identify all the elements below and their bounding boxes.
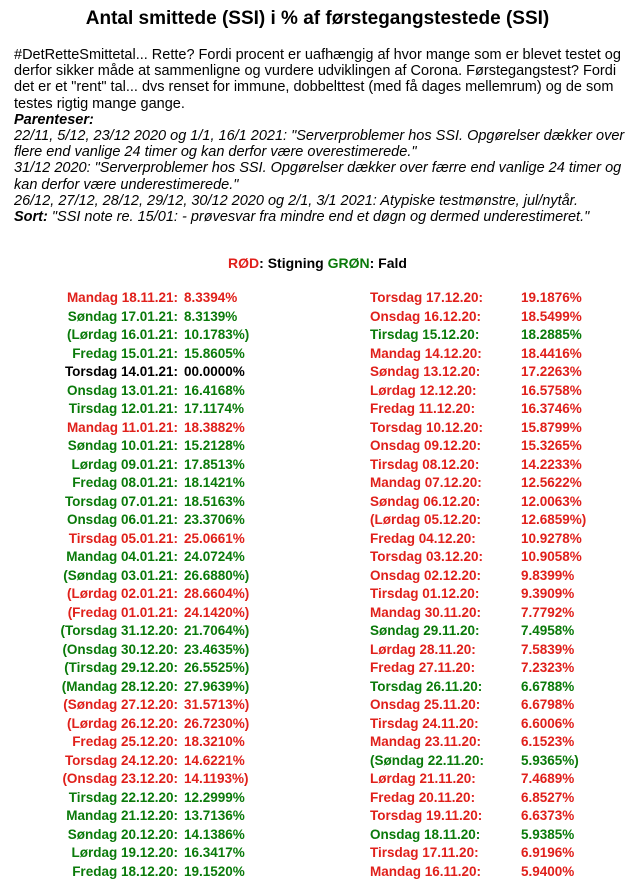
row-date: Søndag 13.12.20: <box>370 363 515 382</box>
row-date: (Onsdag 30.12.20: <box>40 641 178 660</box>
note-underestimated: 31/12 2020: "Serverproblemer hos SSI. Opgørelser dækker over færre end vanlige 24 timer og kan derfor være underestimerede." <box>14 160 626 192</box>
row-date: Torsdag 03.12.20: <box>370 548 515 567</box>
row-date: Fredag 08.01.21: <box>40 474 178 493</box>
data-row <box>370 511 625 530</box>
row-value: 31.5713%) <box>178 696 274 715</box>
row-date: Søndag 29.11.20: <box>370 622 515 641</box>
data-row <box>40 863 290 881</box>
data-row <box>40 659 290 678</box>
row-value: 6.8527% <box>515 789 616 808</box>
data-row <box>40 308 290 327</box>
row-value: 5.9400% <box>515 863 616 881</box>
row-date: Onsdag 06.01.21: <box>40 511 178 530</box>
left-data-column <box>40 289 290 881</box>
row-value: 7.2323% <box>515 659 616 678</box>
row-value: 28.6604%) <box>178 585 274 604</box>
row-value: 17.2263% <box>515 363 616 382</box>
data-row <box>370 733 625 752</box>
data-row <box>40 733 290 752</box>
row-date: (Lørdag 02.01.21: <box>40 585 178 604</box>
row-date: (Torsdag 31.12.20: <box>40 622 178 641</box>
row-value: 5.9385% <box>515 826 616 845</box>
data-row <box>370 678 625 697</box>
data-row <box>40 326 290 345</box>
row-date: (Fredag 01.01.21: <box>40 604 178 623</box>
row-date: Lørdag 28.11.20: <box>370 641 515 660</box>
data-row <box>370 493 625 512</box>
row-value: 16.4168% <box>178 382 274 401</box>
row-date: Tirsdag 05.01.21: <box>40 530 178 549</box>
row-date: (Onsdag 23.12.20: <box>40 770 178 789</box>
data-row <box>40 678 290 697</box>
row-date: (Søndag 03.01.21: <box>40 567 178 586</box>
row-date: (Tirsdag 29.12.20: <box>40 659 178 678</box>
data-row <box>40 807 290 826</box>
row-value: 10.9278% <box>515 530 616 549</box>
data-row <box>370 363 625 382</box>
row-value: 13.7136% <box>178 807 274 826</box>
row-value: 12.2999% <box>178 789 274 808</box>
row-date: Onsdag 09.12.20: <box>370 437 515 456</box>
data-row <box>40 530 290 549</box>
data-row <box>370 863 625 881</box>
data-row <box>370 807 625 826</box>
data-row <box>40 474 290 493</box>
data-row <box>40 419 290 438</box>
row-value: 00.0000% <box>178 363 274 382</box>
row-date: Fredag 15.01.21: <box>40 345 178 364</box>
data-row <box>370 548 625 567</box>
row-date: Torsdag 19.11.20: <box>370 807 515 826</box>
row-date: Mandag 16.11.20: <box>370 863 515 881</box>
legend-green-text: : Fald <box>370 255 407 271</box>
row-date: Mandag 07.12.20: <box>370 474 515 493</box>
data-row <box>40 715 290 734</box>
row-value: 9.3909% <box>515 585 616 604</box>
row-value: 8.3139% <box>178 308 274 327</box>
data-row <box>370 567 625 586</box>
data-row <box>40 844 290 863</box>
data-row <box>370 345 625 364</box>
row-value: 7.5839% <box>515 641 616 660</box>
row-value: 6.6788% <box>515 678 616 697</box>
row-date: Lørdag 09.01.21: <box>40 456 178 475</box>
data-row <box>40 437 290 456</box>
row-date: Mandag 11.01.21: <box>40 419 178 438</box>
data-row <box>370 419 625 438</box>
row-date: Tirsdag 15.12.20: <box>370 326 515 345</box>
row-value: 7.7792% <box>515 604 616 623</box>
page-title: Antal smittede (SSI) i % af førstegangstestede (SSI) <box>0 8 635 30</box>
row-date: Fredag 20.11.20: <box>370 789 515 808</box>
data-row <box>40 789 290 808</box>
row-date: Lørdag 12.12.20: <box>370 382 515 401</box>
data-row <box>40 641 290 660</box>
row-date: Onsdag 18.11.20: <box>370 826 515 845</box>
data-row <box>40 289 290 308</box>
row-value: 14.6221% <box>178 752 274 771</box>
data-row <box>40 622 290 641</box>
row-value: 15.8605% <box>178 345 274 364</box>
row-value: 26.6880%) <box>178 567 274 586</box>
data-row <box>370 826 625 845</box>
data-row <box>40 456 290 475</box>
row-value: 12.0063% <box>515 493 616 512</box>
row-value: 18.3882% <box>178 419 274 438</box>
row-date: Onsdag 13.01.21: <box>40 382 178 401</box>
row-value: 24.0724% <box>178 548 274 567</box>
row-date: Torsdag 10.12.20: <box>370 419 515 438</box>
row-date: Mandag 23.11.20: <box>370 733 515 752</box>
row-value: 6.9196% <box>515 844 616 863</box>
legend-red-word: RØD <box>228 255 259 271</box>
intro-paragraph: #DetRetteSmittetal... Rette? Fordi procent er uafhængig af hvor mange som er blevet testet og derfor sikker måde at sammenligne og vurdere udviklingen af Corona. Førstegangstest? Fordi det er et "rent" tal... dvs renset for immune, dobbelttest (med få dages mellemrum) og de som testes rigtig mange gange. <box>14 47 626 112</box>
row-value: 26.5525%) <box>178 659 274 678</box>
row-date: Fredag 25.12.20: <box>40 733 178 752</box>
row-value: 7.4689% <box>515 770 616 789</box>
row-value: 16.3746% <box>515 400 616 419</box>
legend-green-word: GRØN <box>328 255 370 271</box>
data-row <box>40 511 290 530</box>
row-date: Tirsdag 17.11.20: <box>370 844 515 863</box>
row-value: 6.6798% <box>515 696 616 715</box>
row-value: 9.8399% <box>515 567 616 586</box>
row-value: 15.2128% <box>178 437 274 456</box>
row-date: Fredag 18.12.20: <box>40 863 178 881</box>
data-row <box>40 585 290 604</box>
row-value: 27.9639%) <box>178 678 274 697</box>
parenteser-label: Parenteser: <box>14 112 626 128</box>
data-row <box>40 604 290 623</box>
row-date: Mandag 14.12.20: <box>370 345 515 364</box>
sort-text: "SSI note re. 15/01: - prøvesvar fra mindre end et døgn og dermed underestimeret." <box>48 209 589 225</box>
row-date: Mandag 21.12.20: <box>40 807 178 826</box>
data-row <box>370 752 625 771</box>
row-date: Lørdag 19.12.20: <box>40 844 178 863</box>
row-value: 6.6006% <box>515 715 616 734</box>
data-row <box>370 585 625 604</box>
row-date: Tirsdag 01.12.20: <box>370 585 515 604</box>
row-value: 23.4635%) <box>178 641 274 660</box>
sort-label: Sort: <box>14 209 48 225</box>
row-value: 15.8799% <box>515 419 616 438</box>
data-row <box>40 770 290 789</box>
row-value: 15.3265% <box>515 437 616 456</box>
row-value: 17.8513% <box>178 456 274 475</box>
row-value: 18.1421% <box>178 474 274 493</box>
row-value: 8.3394% <box>178 289 274 308</box>
row-date: Mandag 30.11.20: <box>370 604 515 623</box>
row-date: Torsdag 07.01.21: <box>40 493 178 512</box>
data-row <box>370 437 625 456</box>
data-row <box>370 641 625 660</box>
row-date: Torsdag 17.12.20: <box>370 289 515 308</box>
row-date: Lørdag 21.11.20: <box>370 770 515 789</box>
legend-red-text: : Stigning <box>259 255 327 271</box>
data-row <box>40 363 290 382</box>
row-value: 26.7230%) <box>178 715 274 734</box>
row-value: 18.5163% <box>178 493 274 512</box>
data-row <box>370 696 625 715</box>
row-value: 5.9365%) <box>515 752 616 771</box>
row-value: 10.9058% <box>515 548 616 567</box>
data-row <box>40 345 290 364</box>
right-data-column <box>370 289 625 881</box>
row-value: 18.4416% <box>515 345 616 364</box>
color-legend <box>0 255 635 271</box>
sort-note <box>14 209 626 225</box>
row-date: (Lørdag 05.12.20: <box>370 511 515 530</box>
data-row <box>40 382 290 401</box>
row-value: 19.1876% <box>515 289 616 308</box>
data-row <box>370 474 625 493</box>
row-value: 14.1386% <box>178 826 274 845</box>
row-date: Onsdag 16.12.20: <box>370 308 515 327</box>
data-row <box>40 493 290 512</box>
row-value: 18.3210% <box>178 733 274 752</box>
row-date: Torsdag 24.12.20: <box>40 752 178 771</box>
data-row <box>40 567 290 586</box>
data-row <box>370 789 625 808</box>
data-row <box>370 400 625 419</box>
row-value: 21.7064%) <box>178 622 274 641</box>
note-overestimated: 22/11, 5/12, 23/12 2020 og 1/1, 16/1 2021: "Serverproblemer hos SSI. Opgørelser dækker over flere end vanlige 24 timer og kan derfor være overestimerede." <box>14 128 626 160</box>
row-value: 16.5758% <box>515 382 616 401</box>
data-row <box>370 289 625 308</box>
data-row <box>370 530 625 549</box>
data-row <box>370 844 625 863</box>
row-date: Fredag 27.11.20: <box>370 659 515 678</box>
row-value: 14.2233% <box>515 456 616 475</box>
row-date: Søndag 06.12.20: <box>370 493 515 512</box>
note-atypical: 26/12, 27/12, 28/12, 29/12, 30/12 2020 og 2/1, 3/1 2021: Atypiske testmønstre, jul/nytår. <box>14 193 626 209</box>
row-date: Søndag 10.01.21: <box>40 437 178 456</box>
data-row <box>370 604 625 623</box>
row-date: Onsdag 25.11.20: <box>370 696 515 715</box>
row-value: 12.6859%) <box>515 511 616 530</box>
row-value: 14.1193%) <box>178 770 274 789</box>
row-date: Torsdag 26.11.20: <box>370 678 515 697</box>
data-row <box>40 400 290 419</box>
row-date: Tirsdag 24.11.20: <box>370 715 515 734</box>
data-row <box>40 696 290 715</box>
row-date: (Lørdag 26.12.20: <box>40 715 178 734</box>
row-value: 6.1523% <box>515 733 616 752</box>
intro-text <box>14 47 626 225</box>
data-row <box>370 308 625 327</box>
row-value: 18.5499% <box>515 308 616 327</box>
row-date: Søndag 20.12.20: <box>40 826 178 845</box>
row-date: Tirsdag 08.12.20: <box>370 456 515 475</box>
data-row <box>370 326 625 345</box>
row-date: Søndag 17.01.21: <box>40 308 178 327</box>
data-row <box>370 382 625 401</box>
row-date: (Søndag 22.11.20: <box>370 752 515 771</box>
row-value: 6.6373% <box>515 807 616 826</box>
row-date: Fredag 04.12.20: <box>370 530 515 549</box>
row-date: Fredag 11.12.20: <box>370 400 515 419</box>
data-row <box>40 548 290 567</box>
row-date: Torsdag 14.01.21: <box>40 363 178 382</box>
data-row <box>370 622 625 641</box>
data-row <box>370 770 625 789</box>
row-date: Tirsdag 22.12.20: <box>40 789 178 808</box>
row-value: 10.1783%) <box>178 326 274 345</box>
row-value: 24.1420%) <box>178 604 274 623</box>
row-value: 16.3417% <box>178 844 274 863</box>
row-date: (Mandag 28.12.20: <box>40 678 178 697</box>
row-value: 23.3706% <box>178 511 274 530</box>
data-row <box>40 752 290 771</box>
row-date: (Søndag 27.12.20: <box>40 696 178 715</box>
row-date: Mandag 04.01.21: <box>40 548 178 567</box>
row-value: 25.0661% <box>178 530 274 549</box>
data-row <box>370 715 625 734</box>
row-value: 12.5622% <box>515 474 616 493</box>
row-value: 17.1174% <box>178 400 274 419</box>
row-date: Tirsdag 12.01.21: <box>40 400 178 419</box>
row-date: Onsdag 02.12.20: <box>370 567 515 586</box>
row-value: 19.1520% <box>178 863 274 881</box>
row-value: 7.4958% <box>515 622 616 641</box>
row-value: 18.2885% <box>515 326 616 345</box>
data-row <box>40 826 290 845</box>
row-date: (Lørdag 16.01.21: <box>40 326 178 345</box>
row-date: Mandag 18.11.21: <box>40 289 178 308</box>
data-row <box>370 659 625 678</box>
data-row <box>370 456 625 475</box>
